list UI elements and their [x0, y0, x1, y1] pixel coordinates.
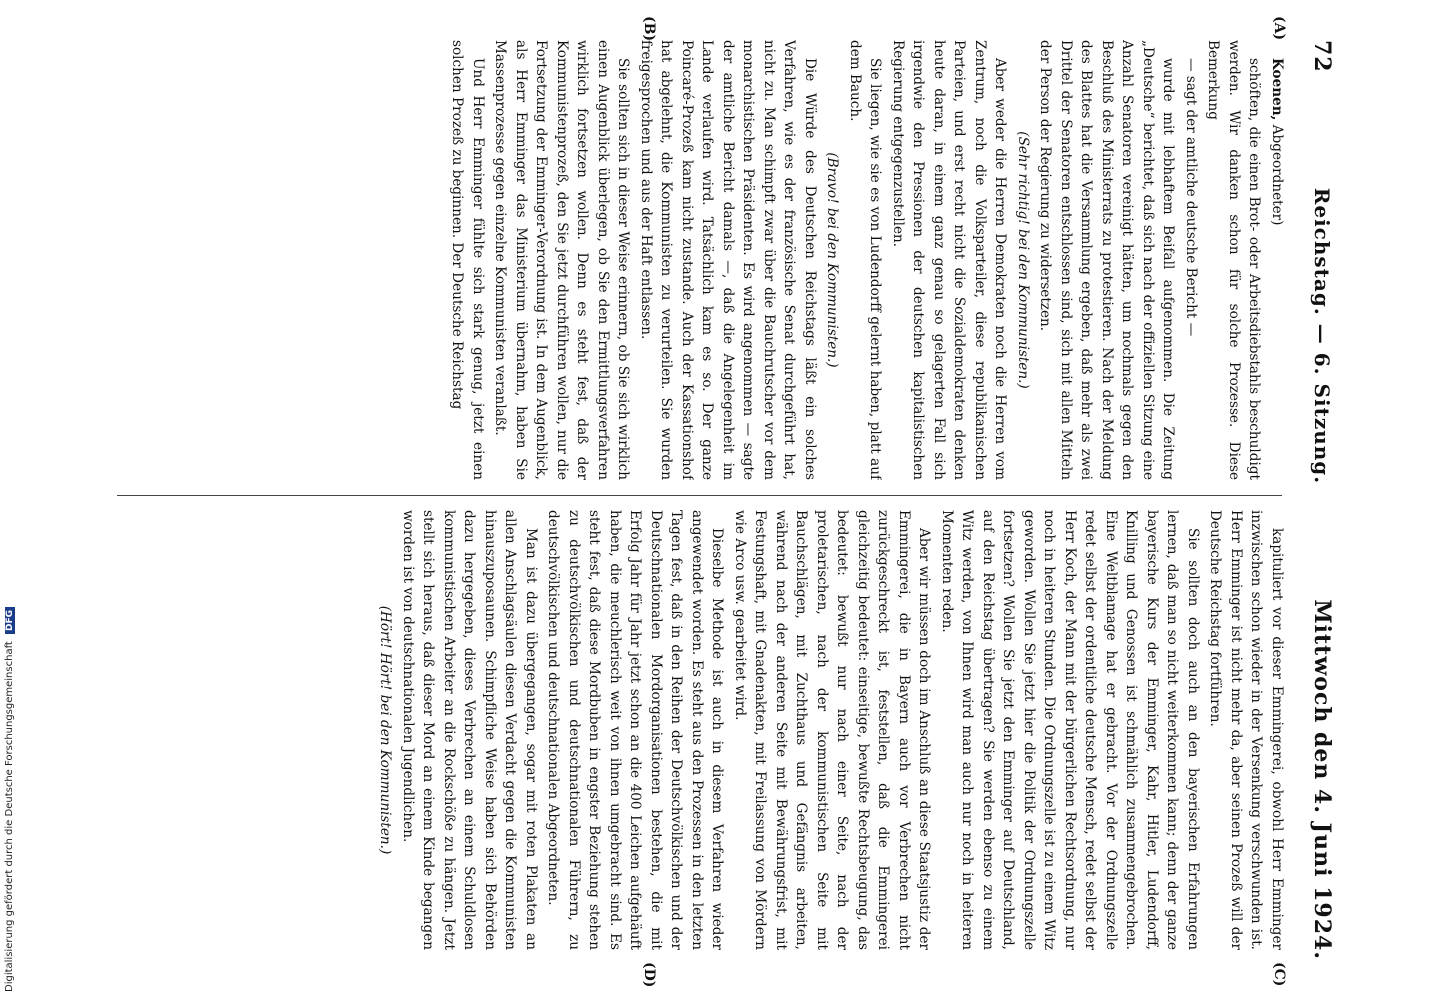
right-column — [97, 510, 1287, 950]
interjection: (Sehr richtig! bei den Kommunisten.) — [1015, 131, 1031, 389]
speaker-role: Abgeordneter) — [1269, 124, 1285, 226]
paragraph: Sie sollten sich in dieser Weise erinnern, ob Sie sich wirklich einen Augenblick überlegen, ob Sie den Ermittlungsverfahren wirklich fortsetzen wollen. Denn es steht fest, daß der Kommunistenprozeß, den Sie jetzt durchführen wollen, nur die Fortsetzung der Emminger-Verordnung ist. In dem Augenblick, als Herr Emminger das Ministerium übernahm, haben Sie Massenprozesse gegen einzelne Kommunisten veranlaßt. — [492, 40, 632, 480]
dfg-logo: DFG — [5, 607, 15, 634]
paragraph: Man ist dazu übergegangen, sogar mit roten Plakaten an allen Anschlagsäulen diesen Verdacht gegen die Kommunisten hinauszuposaunen. Schimpfliche Weise haben sich Behörden dazu hergegeben, dieses Verbrechen an einem Schuldlosen kommunistischen Arbeiter an die Rockschöße zu hängen. Jetzt stellt sich heraus, daß dieser Mord an einem Kinde begangen worden ist von deutschnationalen Jugendlichen. — [400, 510, 539, 950]
paragraph: Dieselbe Methode ist auch in diesem Verfahren wieder angewendet worden. Es steht aus den Prozessen in den letzten Tagen fest, daß in den Reihen der Deutschvölkischen und der Deutschnationalen Mordorganisationen bestehen, die mit Erfolg Jahr für Jahr jetzt schon an die 400 Leichen aufgehäuft haben, die meuchlerisch weit von ihnen umgebracht sind. Es steht fest, daß diese Mordbuben in engster Beziehung stehen zu deutschvölkischen und deutschnationalen Führern, zu deutschvölkischen und deutschnationalen Abgeordneten. — [545, 510, 726, 950]
interjection: (Bravo! bei den Kommunisten.) — [824, 152, 841, 368]
left-column — [97, 40, 1287, 480]
paragraph: Sie liegen, wie sie es von Ludendorff gelernt haben, platt auf dem Bauch. — [847, 40, 884, 480]
session-date: Mittwoch den 4. Juni 1924. — [1309, 599, 1335, 960]
interjection: (Hört! Hört! bei den Kommunisten.) — [377, 605, 394, 855]
margin-marker-a: (A) — [1271, 16, 1287, 41]
session-title: Reichstag. — 6. Sitzung. — [1310, 187, 1334, 485]
page-number: 72 — [1309, 40, 1335, 73]
paragraph: wurde mit lebhaftem Beifall aufgenommen. Die Zeitung „Deutsche“ berichtet, daß sich nach der offiziellen Sitzung eine Anzahl Senatoren vereinigt hätten, um nochmals gegen den Beschluß des Ministerrats zu protestieren. Nach der Meldung des Blattes hat die Versammlung ergeben, daß mehr als zwei Drittel der Senatoren entschlossen sind, sich mit allen Mitteln der Person der Regierung zu widersetzen. — [1037, 40, 1177, 480]
paragraph: Und Herr Emminger fühlte sich stark genug, jetzt einen solchen Prozeß zu beginnen. Der Deutsche Reichstag — [449, 40, 486, 480]
paragraph: Sie sollten doch auch an den bayerischen Erfahrungen lernen, daß man so nicht weiterkommen kann; denn der ganze bayerische Kurs der Emminger, Kahr, Hitler, Ludendorff, Knilling und Genossen ist schmählich zusammengebrochen. Eine Weltblamage hat er gebracht. Vor der Ordnungszelle redet selbst der ordentliche deutsche Mensch, redet selbst der Herr Koch, der Mann mit der bürgerlichen Rechtsordnung, nur noch in heiteren Stunden. Die Ordnungszelle ist zu einem Witz geworden. Wollen Sie jetzt hier die Politik der Ordnungszelle fortsetzen? Wollen Sie jetzt den Emminger auf Deutschland, auf den Reichstag übertragen? Sie werden ebenso zu einem Witz werden, von Ihnen wird man auch nur noch in heiteren Momenten reden. — [939, 510, 1201, 950]
margin-marker-d: (D) — [641, 962, 657, 988]
paragraph: Aber wir müssen doch im Anschluß an diese Staatsjustiz der Emmingerei, die in Bayern auch vor Verbrechen nicht zurückgeschreckt ist, feststellen, daß die Emmingerei gleichzeitig bedeutet: einseitige, bewußte Rechtsbeugung, das bedeutet: bewußt nur nach einer Seite, nach der proletarischen, nach der kommunistischen Seite mit Bauchschlägen, mit Zuchthaus und Gefängnis arbeiten, während nach der anderen Seite mit Bewährungsfrist, mit Festungshaft, mit Gnadenakten, mit Freilassung von Mördern wie Arco usw. gearbeitet wird. — [732, 510, 933, 950]
paragraph: — sagt der amtliche deutsche Bericht — — [1183, 58, 1199, 337]
paragraph: Die Würde des Deutschen Reichstags läßt ein solches Verfahren, wie es der französische Senat durchgeführt hat, nicht zu. Man schimpft zwar über die Bauchrutscher vor dem monarchistischen Präsidenten. Es wird angenommen — sagte der amtliche Bericht damals —, daß die Angelegenheit im Lande verlaufen wird. Tatsächlich kam es so. Der ganze Poincaré-Prozeß kam nicht zustande. Auch der Kassationshof hat abgelehnt, die Kommunisten zu verurteilen. Sie wurden freigesprochen und aus der Haft entlassen. — [638, 40, 818, 480]
rotated-sheet — [57, 0, 1357, 1000]
column-divider — [117, 495, 1282, 496]
page-header — [1307, 40, 1337, 960]
margin-marker-b: (B) — [641, 16, 657, 42]
paragraph: Aber weder die Herren Demokraten noch die Herren vom Zentrum, noch die Volksparteiler, diese republikanischen Parteien, und erst recht nicht die Sozialdemokraten denken heute daran, in einem ganz genau so gelagerten Fall sich irgendwie den Pressionen der deutschen kapitalistischen Regierung entgegenzustellen. — [890, 40, 1009, 480]
speaker-line — [1267, 40, 1288, 480]
paragraph: schöften, die einen Brot- oder Arbeitsdiebstahls beschuldigt werden. Wir danken schon für solche Prozesse. Diese Bemerkung — [1205, 40, 1263, 480]
speaker-name: Koenen, — [1269, 58, 1285, 121]
paragraph: kapituliert vor dieser Emmingerei, obwohl Herr Emminger inzwischen schon wieder in der Versenkung verschwunden ist. Herr Emminger ist nicht mehr da, aber seinen Prozeß will der Deutsche Reichstag fortführen. — [1207, 510, 1285, 950]
margin-marker-c: (C) — [1271, 962, 1287, 987]
credit-text: Digitalisierung gefördert durch die Deutsche Forschungsgemeinschaft — [4, 641, 15, 992]
digitization-credit — [4, 0, 22, 1000]
